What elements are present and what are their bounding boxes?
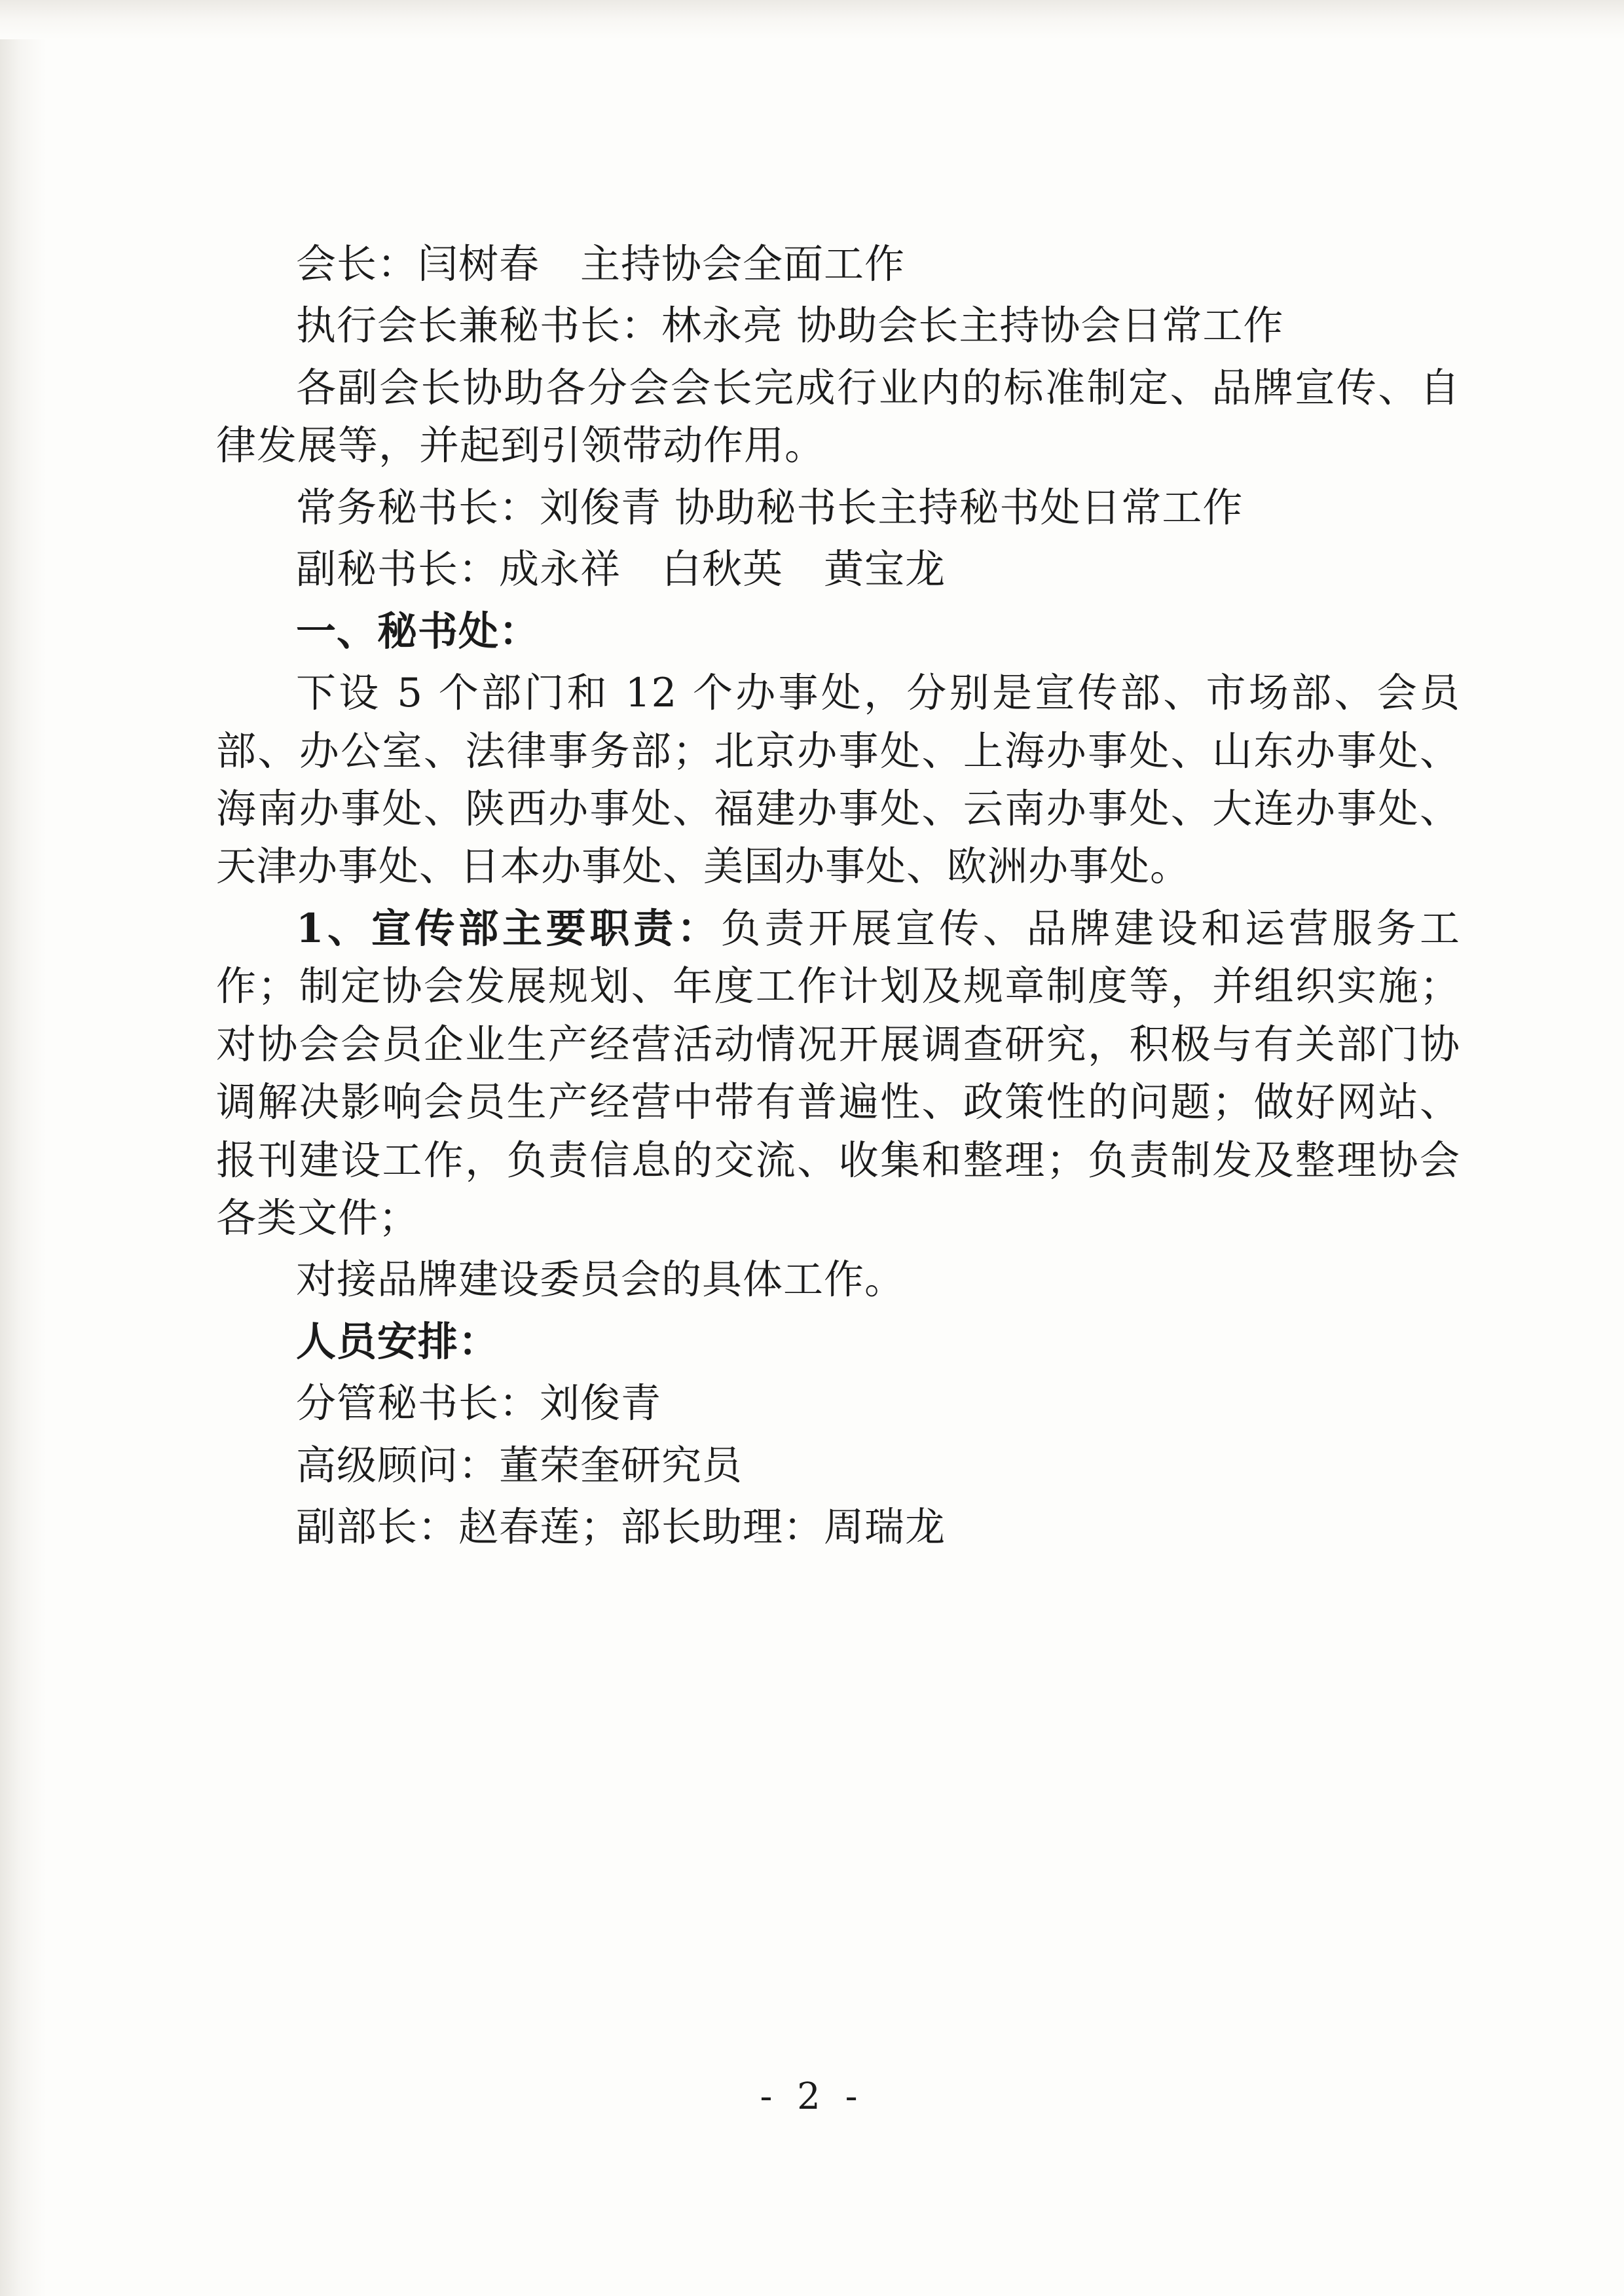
paragraph-president: 会长：闫树春 主持协会全面工作 <box>296 241 906 287</box>
publicity-department-duties-text: 负责开展宣传、品牌建设和运营服务工作；制定协会发展规划、年度工作计划及规章制度等，并组织实施；对协会会员企业生产经营活动情况开展调查研究，积极与有关部门协调解决影响会员生产经营中带有普遍性、政策性的问题；做好网站、报刊建设工作，负责信息的交流、收集和整理；负责制发及整理协会各类文件； <box>216 905 1460 1241</box>
paragraph-departments-and-offices: 下设 5 个部门和 12 个办事处，分别是宣传部、市场部、会员部、办公室、法律事务部；北京办事处、上海办事处、山东办事处、海南办事处、陕西办事处、福建办事处、云南办事处、大连办事处、天津办事处、日本办事处、美国办事处、欧洲办事处。 <box>216 670 1460 890</box>
heading-secretariat: 一、秘书处： <box>296 608 540 655</box>
document-text-body <box>216 236 1460 1561</box>
page-number: - 2 - <box>760 2075 864 2118</box>
heading-staffing: 人员安排： <box>296 1318 500 1365</box>
paragraph-vice-presidents: 各副会长协助各分会会长完成行业内的标准制定、品牌宣传、自律发展等，并起到引领带动作用。 <box>216 364 1460 469</box>
paragraph-supervising-secretary-general: 分管秘书长：刘俊青 <box>296 1380 662 1427</box>
paragraph-publicity-department-duties <box>216 900 1460 1248</box>
publicity-department-duties-label: 1、宣传部主要职责： <box>296 905 721 952</box>
scan-edge-top <box>0 0 1624 39</box>
paragraph-brand-committee-liaison: 对接品牌建设委员会的具体工作。 <box>296 1256 906 1303</box>
paragraph-deputy-secretaries-general: 副秘书长：成永祥 白秋英 黄宝龙 <box>296 546 946 593</box>
scan-edge-left <box>0 0 46 2296</box>
paragraph-standing-secretary-general: 常务秘书长：刘俊青 协助秘书长主持秘书处日常工作 <box>296 484 1244 531</box>
paragraph-executive-president: 执行会长兼秘书长：林永亮 协助会长主持协会日常工作 <box>296 302 1284 350</box>
paragraph-senior-advisor: 高级顾问：董荣奎研究员 <box>296 1442 743 1489</box>
paragraph-deputy-director-and-assistant: 副部长：赵春莲；部长助理：周瑞龙 <box>296 1504 946 1551</box>
